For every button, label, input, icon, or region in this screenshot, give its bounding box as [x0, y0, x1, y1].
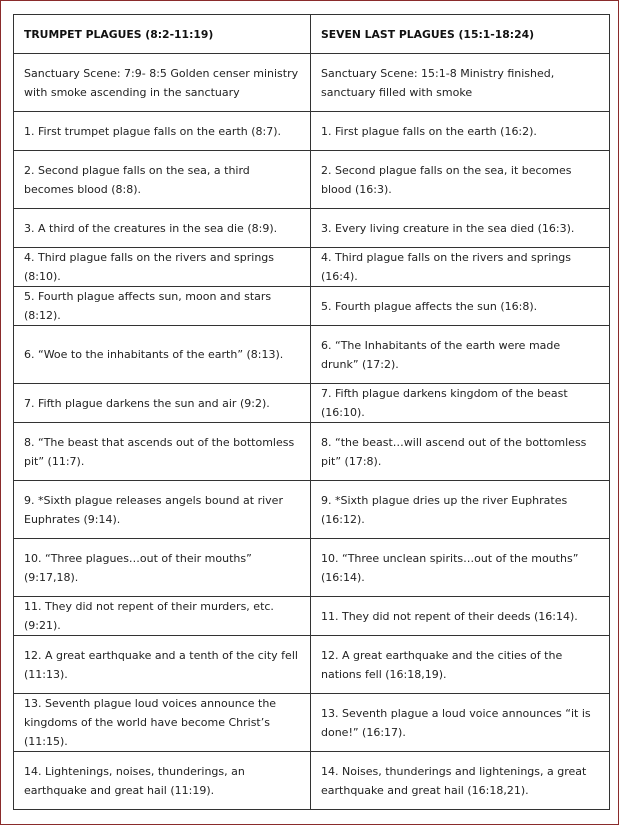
trumpet-cell: 6. “Woe to the inhabitants of the earth” (8:13).	[14, 326, 311, 384]
trumpet-cell: 9. *Sixth plague releases angels bound at river Euphrates (9:14).	[14, 481, 311, 539]
last-plague-cell: 12. A great earthquake and the cities of the nations fell (16:18,19).	[311, 636, 610, 694]
trumpet-cell: 4. Third plague falls on the rivers and springs (8:10).	[14, 248, 311, 287]
last-plague-cell: 3. Every living creature in the sea died (16:3).	[311, 209, 610, 248]
table-row	[14, 481, 610, 539]
last-plague-cell: 1. First plague falls on the earth (16:2).	[311, 112, 610, 151]
table-row	[14, 287, 610, 326]
last-plague-cell: 7. Fifth plague darkens kingdom of the beast (16:10).	[311, 384, 610, 423]
table-row	[14, 539, 610, 597]
header-row	[14, 15, 610, 54]
column-header-seven-last-plagues: SEVEN LAST PLAGUES (15:1-18:24)	[311, 15, 610, 54]
table-row	[14, 597, 610, 636]
table-row	[14, 636, 610, 694]
table-row	[14, 752, 610, 810]
table-row	[14, 694, 610, 752]
trumpet-cell: 12. A great earthquake and a tenth of the city fell (11:13).	[14, 636, 311, 694]
table-row	[14, 248, 610, 287]
table-row	[14, 384, 610, 423]
trumpet-cell: 1. First trumpet plague falls on the earth (8:7).	[14, 112, 311, 151]
last-plague-cell: 4. Third plague falls on the rivers and springs (16:4).	[311, 248, 610, 287]
plagues-comparison-table	[13, 14, 610, 810]
table-row	[14, 112, 610, 151]
trumpet-cell: 13. Seventh plague loud voices announce the kingdoms of the world have become Christ’s (11:15).	[14, 694, 311, 752]
trumpet-cell: 7. Fifth plague darkens the sun and air (9:2).	[14, 384, 311, 423]
trumpet-cell: 3. A third of the creatures in the sea die (8:9).	[14, 209, 311, 248]
last-plague-cell: Sanctuary Scene: 15:1-8 Ministry finished, sanctuary filled with smoke	[311, 54, 610, 112]
last-plague-cell: 13. Seventh plague a loud voice announces “it is done!” (16:17).	[311, 694, 610, 752]
table-row	[14, 423, 610, 481]
trumpet-cell: 8. “The beast that ascends out of the bottomless pit” (11:7).	[14, 423, 311, 481]
trumpet-cell: 10. “Three plagues…out of their mouths” (9:17,18).	[14, 539, 311, 597]
last-plague-cell: 8. “the beast…will ascend out of the bottomless pit” (17:8).	[311, 423, 610, 481]
trumpet-cell: 5. Fourth plague affects sun, moon and stars (8:12).	[14, 287, 311, 326]
table-row	[14, 326, 610, 384]
column-header-trumpet-plagues: TRUMPET PLAGUES (8:2-11:19)	[14, 15, 311, 54]
last-plague-cell: 6. “The Inhabitants of the earth were made drunk” (17:2).	[311, 326, 610, 384]
trumpet-cell: 11. They did not repent of their murders, etc. (9:21).	[14, 597, 311, 636]
last-plague-cell: 2. Second plague falls on the sea, it becomes blood (16:3).	[311, 151, 610, 209]
last-plague-cell: 14. Noises, thunderings and lightenings, a great earthquake and great hail (16:18,21).	[311, 752, 610, 810]
last-plague-cell: 9. *Sixth plague dries up the river Euphrates (16:12).	[311, 481, 610, 539]
trumpet-cell: 2. Second plague falls on the sea, a third becomes blood (8:8).	[14, 151, 311, 209]
last-plague-cell: 10. “Three unclean spirits…out of the mouths” (16:14).	[311, 539, 610, 597]
trumpet-cell: Sanctuary Scene: 7:9- 8:5 Golden censer ministry with smoke ascending in the sanctuary	[14, 54, 311, 112]
trumpet-cell: 14. Lightenings, noises, thunderings, an earthquake and great hail (11:19).	[14, 752, 311, 810]
last-plague-cell: 11. They did not repent of their deeds (16:14).	[311, 597, 610, 636]
table-row	[14, 54, 610, 112]
last-plague-cell: 5. Fourth plague affects the sun (16:8).	[311, 287, 610, 326]
table-row	[14, 209, 610, 248]
table-row	[14, 151, 610, 209]
